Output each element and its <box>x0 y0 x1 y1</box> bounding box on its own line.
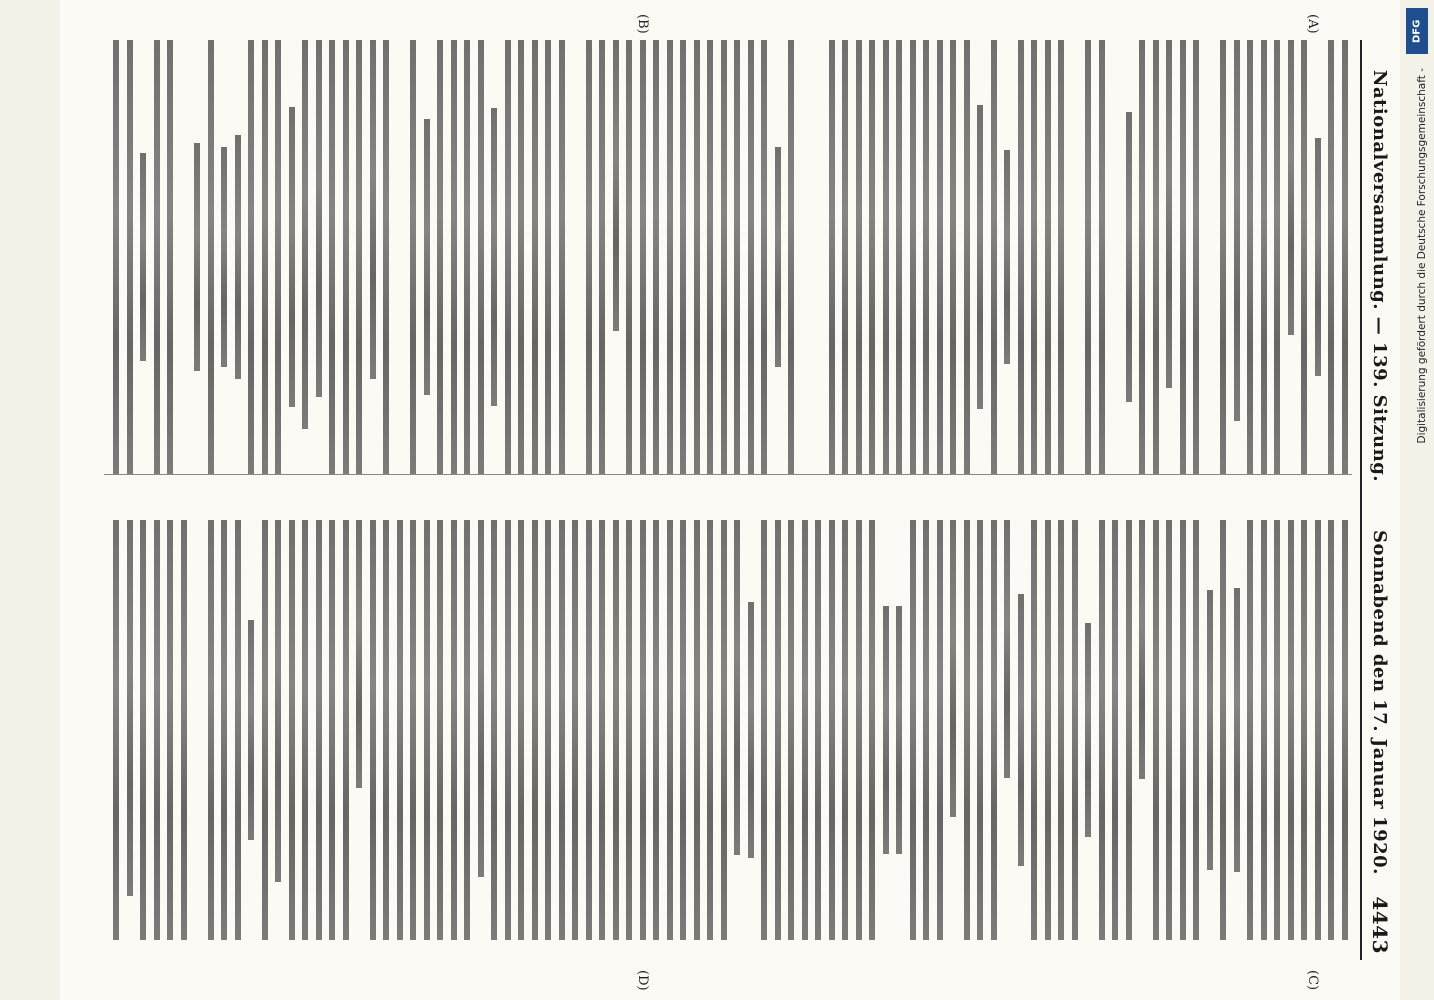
text-line <box>1302 520 1308 940</box>
text-line <box>1248 520 1254 940</box>
text-line <box>586 520 592 940</box>
text-line <box>694 520 700 940</box>
text-line <box>519 520 525 940</box>
text-line <box>1099 520 1105 940</box>
text-line <box>316 40 322 397</box>
text-line <box>762 40 768 474</box>
text-line <box>910 520 916 940</box>
text-line <box>1153 40 1159 474</box>
text-line <box>114 520 120 940</box>
text-line <box>411 40 417 474</box>
text-line <box>289 520 295 940</box>
text-line <box>1032 520 1038 940</box>
text-line <box>897 606 903 853</box>
text-line <box>303 520 309 940</box>
text-line <box>573 520 579 940</box>
text-line <box>424 119 430 395</box>
text-line <box>937 40 943 474</box>
text-line <box>951 40 957 474</box>
text-line <box>384 520 390 940</box>
text-line <box>411 520 417 940</box>
text-line <box>424 520 430 940</box>
text-line <box>600 40 606 474</box>
text-line <box>735 520 741 855</box>
text-line <box>1059 40 1065 474</box>
text-line <box>586 40 592 474</box>
text-line <box>654 40 660 474</box>
text-line <box>1288 520 1294 940</box>
text-line <box>640 40 646 474</box>
text-line <box>303 40 309 429</box>
text-line <box>1086 40 1092 474</box>
text-line <box>505 40 511 474</box>
text-line <box>856 40 862 474</box>
text-line <box>330 520 336 940</box>
text-line <box>1113 520 1119 940</box>
text-line <box>1288 40 1294 335</box>
text-line <box>816 520 822 940</box>
text-line <box>1329 520 1335 940</box>
text-line <box>370 40 376 379</box>
text-line <box>1005 520 1011 778</box>
text-line <box>708 40 714 474</box>
text-line <box>168 40 174 474</box>
page-number: 4443 <box>1368 896 1392 954</box>
text-line <box>829 520 835 940</box>
text-line <box>343 40 349 474</box>
text-line <box>357 520 363 788</box>
text-line <box>1275 520 1281 940</box>
text-line <box>492 108 498 405</box>
text-line <box>1086 623 1092 836</box>
text-line <box>559 40 565 474</box>
text-line <box>519 40 525 474</box>
text-line <box>627 520 633 940</box>
text-line <box>627 40 633 474</box>
text-line <box>1059 520 1065 940</box>
text-line <box>870 40 876 474</box>
text-line <box>276 40 282 474</box>
text-column-left <box>104 40 1352 475</box>
text-line <box>843 520 849 940</box>
text-line <box>924 520 930 940</box>
text-line <box>141 520 147 940</box>
text-line <box>235 135 241 378</box>
text-line <box>343 520 349 940</box>
header-left: Nationalversammlung. — 139. Sitzung. <box>1369 70 1390 483</box>
digitization-sidebar <box>1400 0 1434 1000</box>
text-line <box>438 40 444 474</box>
dfg-logo: DFG <box>1406 8 1428 54</box>
text-line <box>1261 40 1267 474</box>
text-line <box>1221 40 1227 474</box>
text-line <box>951 520 957 817</box>
text-line <box>978 105 984 409</box>
text-line <box>1342 520 1348 940</box>
text-line <box>910 40 916 474</box>
text-line <box>384 40 390 474</box>
text-line <box>1072 520 1078 940</box>
text-line <box>1315 520 1321 940</box>
text-line <box>883 40 889 474</box>
text-line <box>681 40 687 474</box>
text-line <box>1099 40 1105 474</box>
text-line <box>370 520 376 940</box>
text-line <box>208 40 214 474</box>
text-line <box>208 520 214 940</box>
section-marker-a: (A) <box>1305 14 1320 34</box>
text-line <box>1018 40 1024 474</box>
text-line <box>654 520 660 940</box>
text-line <box>1234 40 1240 421</box>
text-column-right <box>104 520 1352 940</box>
text-line <box>316 520 322 940</box>
text-line <box>262 520 268 940</box>
text-line <box>222 520 228 940</box>
text-line <box>978 520 984 940</box>
text-line <box>1275 40 1281 474</box>
text-line <box>195 143 201 371</box>
text-line <box>964 40 970 474</box>
text-line <box>451 40 457 474</box>
text-line <box>843 40 849 474</box>
text-line <box>870 520 876 940</box>
text-line <box>1045 40 1051 474</box>
text-line <box>1126 520 1132 940</box>
text-line <box>1194 40 1200 474</box>
text-line <box>532 520 538 940</box>
text-line <box>1180 520 1186 940</box>
digitization-credit: Digitalisierung gefördert durch die Deutsche Forschungsgemeinschaft - <box>1416 68 1428 444</box>
text-line <box>735 40 741 474</box>
text-line <box>1248 40 1254 474</box>
text-line <box>559 520 565 940</box>
text-line <box>1234 588 1240 871</box>
text-line <box>127 40 133 474</box>
text-line <box>1315 138 1321 376</box>
text-line <box>640 520 646 940</box>
text-line <box>964 520 970 940</box>
text-line <box>789 40 795 474</box>
text-line <box>721 40 727 474</box>
text-line <box>532 40 538 474</box>
text-line <box>168 520 174 940</box>
text-line <box>681 520 687 940</box>
text-line <box>289 107 295 408</box>
text-line <box>829 40 835 474</box>
text-line <box>465 520 471 940</box>
text-line <box>721 520 727 940</box>
text-line <box>141 153 147 361</box>
text-line <box>748 602 754 857</box>
text-line <box>1194 520 1200 940</box>
text-line <box>357 40 363 474</box>
section-marker-c: (C) <box>1305 970 1320 991</box>
text-line <box>222 147 228 367</box>
text-line <box>883 606 889 855</box>
text-line <box>478 40 484 474</box>
text-line <box>775 520 781 940</box>
text-line <box>667 520 673 940</box>
text-line <box>330 40 336 474</box>
text-line <box>1221 520 1227 940</box>
text-line <box>478 520 484 877</box>
text-line <box>262 40 268 474</box>
text-line <box>154 520 160 940</box>
text-line <box>802 520 808 940</box>
text-line <box>991 40 997 474</box>
text-line <box>1167 520 1173 940</box>
text-line <box>1261 520 1267 940</box>
text-line <box>694 40 700 474</box>
page-content <box>60 0 1410 1000</box>
text-line <box>1342 40 1348 474</box>
text-line <box>181 520 187 940</box>
text-line <box>1180 40 1186 474</box>
text-line <box>465 40 471 474</box>
header-right: Sonnabend den 17. Januar 1920. <box>1369 530 1390 875</box>
text-line <box>856 520 862 940</box>
text-line <box>789 520 795 940</box>
section-marker-b: (B) <box>635 14 650 34</box>
text-line <box>546 520 552 940</box>
text-line <box>276 520 282 882</box>
text-line <box>1140 520 1146 779</box>
text-line <box>937 520 943 940</box>
text-line <box>1018 594 1024 866</box>
text-line <box>708 520 714 940</box>
text-line <box>235 520 241 940</box>
text-line <box>546 40 552 474</box>
text-line <box>897 40 903 474</box>
text-line <box>1140 40 1146 474</box>
text-line <box>613 40 619 331</box>
text-line <box>748 40 754 474</box>
text-line <box>1329 40 1335 474</box>
text-line <box>249 620 255 839</box>
text-line <box>1302 40 1308 474</box>
text-line <box>451 520 457 940</box>
running-header <box>1360 40 1396 960</box>
text-line <box>1207 590 1213 869</box>
text-line <box>127 520 133 896</box>
text-line <box>154 40 160 474</box>
text-line <box>1153 520 1159 940</box>
text-line <box>249 40 255 474</box>
text-line <box>991 520 997 940</box>
text-line <box>667 40 673 474</box>
text-line <box>397 520 403 940</box>
text-line <box>1167 40 1173 388</box>
scanned-page <box>60 0 1410 1000</box>
text-line <box>924 40 930 474</box>
text-line <box>600 520 606 940</box>
text-line <box>505 520 511 940</box>
text-line <box>492 520 498 940</box>
text-line <box>775 147 781 366</box>
text-line <box>762 520 768 940</box>
section-marker-d: (D) <box>635 970 650 991</box>
text-line <box>438 520 444 940</box>
text-line <box>1032 40 1038 474</box>
text-line <box>1005 150 1011 364</box>
text-line <box>1126 112 1132 402</box>
text-line <box>613 520 619 940</box>
text-line <box>1045 520 1051 940</box>
text-line <box>114 40 120 474</box>
